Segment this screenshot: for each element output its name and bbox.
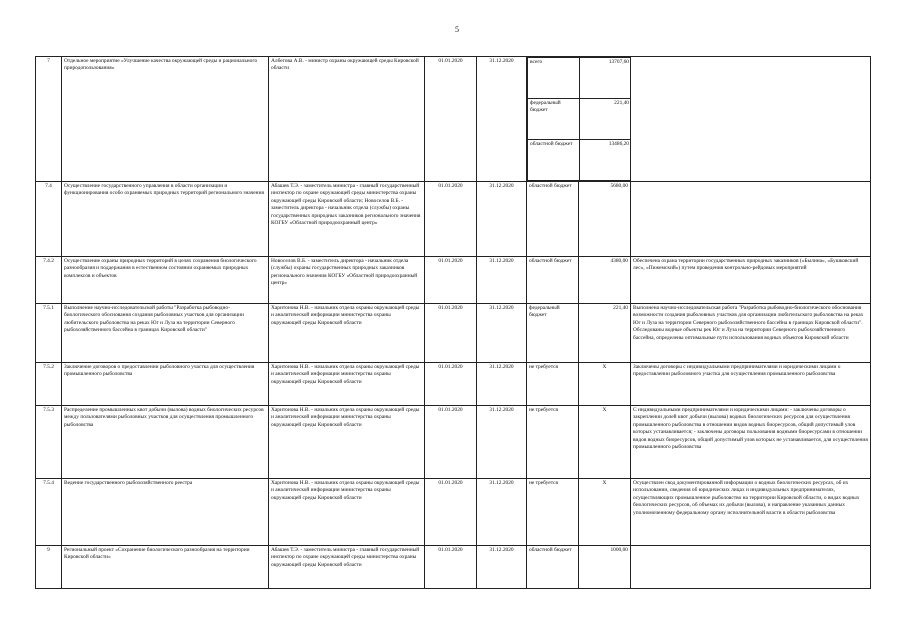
end-date: 31.12.2020 bbox=[477, 363, 527, 406]
result: Осуществлен свод документированной информации о водных биологических ресурсах, об их использовании, сведения об юридических лицах и индивидуальных предпринимателях, осуществляющих промышленное рыболовство на территории Кировской области, о видах водных биологических ресурсов, об объемах их добычи (вылова), и направление указанных данных уполномоченному федеральному органу исполнительной власти в области рыболовства bbox=[631, 479, 871, 546]
responsible: Харитонова Н.В. - начальник отдела охраны окружающей среды и аналитической информации министерства охраны окружающей среды Кировской области bbox=[269, 479, 425, 546]
start-date: 01.01.2020 bbox=[425, 57, 477, 182]
row-number: 9 bbox=[36, 546, 62, 589]
table-row bbox=[36, 257, 871, 304]
start-date: 01.01.2020 bbox=[425, 363, 477, 406]
end-date: 31.12.2020 bbox=[477, 257, 527, 304]
row-number: 7.4 bbox=[36, 182, 62, 257]
table-row bbox=[36, 304, 871, 363]
source-name: не требуется bbox=[527, 406, 579, 479]
row-number: 7.5.3 bbox=[36, 406, 62, 479]
start-date: 01.01.2020 bbox=[425, 546, 477, 589]
row-number: 7.5.4 bbox=[36, 479, 62, 546]
start-date: 01.01.2020 bbox=[425, 479, 477, 546]
responsible: Абашев Т.Э. - заместитель министра - главный государственный инспектор по охране окружающей среды министерства охраны окружающей среды Кировской области bbox=[269, 546, 425, 589]
source-amount: 221,40 bbox=[580, 99, 631, 140]
source-amount: Х bbox=[579, 363, 631, 406]
table-row bbox=[36, 406, 871, 479]
table-row bbox=[36, 479, 871, 546]
responsible: Харитонова Н.В. - начальник отдела охраны окружающей среды и аналитической информации министерства охраны окружающей среды Кировской области bbox=[269, 304, 425, 363]
start-date: 01.01.2020 bbox=[425, 182, 477, 257]
start-date: 01.01.2020 bbox=[425, 406, 477, 479]
measure-name: Выполнение научно-исследовательской работы "Разработка рыбоводно-биологического обоснования создания рыболовных участков для организации любительского рыболовства на реках Юг и Луза на территории Северного рыбохозяйственного бассейна в границах Кировской области" bbox=[62, 304, 269, 363]
measure-name: Заключение договоров о предоставлении рыболовного участка для осуществления промышленного рыболовства bbox=[62, 363, 269, 406]
responsible: Харитонова Н.В. - начальник отдела охраны окружающей среды и аналитической информации министерства охраны окружающей среды Кировской области bbox=[269, 406, 425, 479]
result: С индивидуальными предпринимателями и юридическими лицами: - заключены договоры о закреплении долей квот добычи (вылова) водных биологических ресурсов для осуществления промышленного рыболовства в отношении видов водных биоресурсов, общий допустимый улов которых устанавливается; - заключены договоры пользования водными биоресурсами в отношении видов водных биоресурсов, общий допустимый улов которых не устанавливается, для осуществления промышленного рыболовства bbox=[631, 406, 871, 479]
funding-sources bbox=[527, 57, 631, 182]
responsible: Абашев Т.Э. - заместитель министра - главный государственный инспектор по охране окружающей среды министерства охраны окружающей среды Кировской области; Новоселов В.Б. - заместитель директора - начальник отдела (службы) охраны государственных природных заказников регионального значения КОГБУ «Областной природоохранный центр» bbox=[269, 182, 425, 257]
table-row bbox=[36, 546, 871, 589]
source-amount: 1000,00 bbox=[579, 546, 631, 589]
source-name: федеральный бюджет bbox=[528, 99, 580, 140]
source-amount: 13486,20 bbox=[580, 140, 631, 181]
source-name: областной бюджет bbox=[528, 140, 580, 181]
table-row bbox=[36, 363, 871, 406]
result: Обеспечена охрана территории государственных природных заказников («Былина», «Бушковский лес», «Пижемский») путем проведения контрольно-рейдовых мероприятий bbox=[631, 257, 871, 304]
measures-table bbox=[35, 56, 871, 589]
source-name: областной бюджет bbox=[527, 182, 579, 257]
start-date: 01.01.2020 bbox=[425, 257, 477, 304]
end-date: 31.12.2020 bbox=[477, 182, 527, 257]
measure-name: Региональный проект «Сохранение биологического разнообразия на территории Кировской области» bbox=[62, 546, 269, 589]
responsible: Албегова А.В. - министр охраны окружающей среды Кировской области bbox=[269, 57, 425, 182]
row-number: 7.5.2 bbox=[36, 363, 62, 406]
measure-name: Осуществление государственного управления в области организации и функционирования особо охраняемых природных территорий регионального значения bbox=[62, 182, 269, 257]
source-name: областной бюджет bbox=[527, 546, 579, 589]
source-name: всего bbox=[528, 58, 580, 99]
source-name: федеральный бюджет bbox=[527, 304, 579, 363]
result: Заключены договоры с индивидуальными предпринимателями и юридическими лицами о предоставлении рыболовного участка для осуществления промышленного рыболовства bbox=[631, 363, 871, 406]
source-amount: Х bbox=[579, 406, 631, 479]
responsible: Харитонова Н.В. - начальник отдела охраны окружающей среды и аналитической информации министерства охраны окружающей среды Кировской области bbox=[269, 363, 425, 406]
result bbox=[631, 182, 871, 257]
source-amount: 4380,00 bbox=[579, 257, 631, 304]
measure-name: Отдельное мероприятие «Улучшение качества окружающей среды и рационального природопользования» bbox=[62, 57, 269, 182]
row-number: 7.5.1 bbox=[36, 304, 62, 363]
end-date: 31.12.2020 bbox=[477, 57, 527, 182]
start-date: 01.01.2020 bbox=[425, 304, 477, 363]
source-amount: 13707,60 bbox=[580, 58, 631, 99]
measure-name: Ведение государственного рыбохозяйственного реестра bbox=[62, 479, 269, 546]
row-number: 7 bbox=[36, 57, 62, 182]
end-date: 31.12.2020 bbox=[477, 304, 527, 363]
end-date: 31.12.2020 bbox=[477, 546, 527, 589]
source-amount: 5680,00 bbox=[579, 182, 631, 257]
source-name: областной бюджет bbox=[527, 257, 579, 304]
source-name: не требуется bbox=[527, 479, 579, 546]
result bbox=[631, 57, 871, 182]
result bbox=[631, 546, 871, 589]
measure-name: Распределение промышленных квот добычи (вылова) водных биологических ресурсов между пользователями рыболовных участков для осуществления промышленного рыболовства bbox=[62, 406, 269, 479]
row-number: 7.4.2 bbox=[36, 257, 62, 304]
end-date: 31.12.2020 bbox=[477, 479, 527, 546]
table-row bbox=[36, 57, 871, 182]
result: Выполнена научно-исследовательская работа "Разработка рыбоводно-биологического обоснования возможности создания рыболовных участков для организации любительского рыболовства на реках Юг и Луза на территории Северного рыбохозяйственного бассейна в границах Кировской области". Обследованы водные объекты рек Юг и Луза на территории Северного рыбохозяйственного бассейна, определены оптимальные пути использования водных объектов Кировской области bbox=[631, 304, 871, 363]
responsible: Новоселов В.Б. - заместитель директора - начальник отдела (службы) охраны государственных природных заказников регионального значения КОГБУ «Областной природоохранный центр» bbox=[269, 257, 425, 304]
table-row bbox=[36, 182, 871, 257]
source-name: не требуется bbox=[527, 363, 579, 406]
page-number: 5 bbox=[455, 25, 459, 34]
source-amount: 221,40 bbox=[579, 304, 631, 363]
source-amount: Х bbox=[579, 479, 631, 546]
end-date: 31.12.2020 bbox=[477, 406, 527, 479]
measure-name: Осуществление охраны природных территорий в целях сохранения биологического разнообразия и поддержания в естественном состоянии охраняемых природных комплексов и объектов bbox=[62, 257, 269, 304]
